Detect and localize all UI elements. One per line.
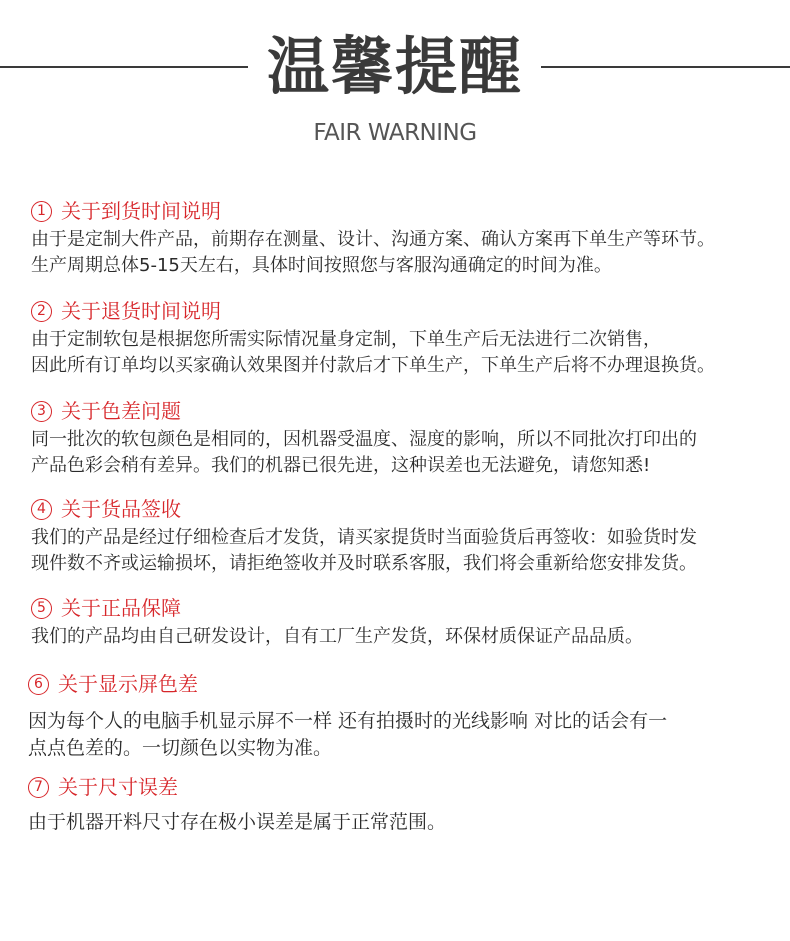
section-line: 由于是定制大件产品，前期存在测量、设计、沟通方案、确认方案再下单生产等环节。 — [31, 229, 715, 250]
section-return-policy — [31, 297, 781, 379]
circled-number-2: 2 — [31, 301, 52, 322]
section-delivery-time — [31, 197, 781, 279]
section-authenticity — [31, 594, 781, 650]
section-title: 关于尺寸误差 — [58, 775, 178, 799]
section-line: 因为每个人的电脑手机显示屏不一样 还有拍摄时的光线影响 对比的话会有一 — [28, 710, 668, 732]
circled-number-5: 5 — [31, 598, 52, 619]
section-line: 我们的产品是经过仔细检查后才发货，请买家提货时当面验货后再签收：如验货时发 — [31, 527, 697, 548]
section-color-difference — [31, 397, 781, 479]
page-title: 温馨提醒 — [266, 30, 523, 103]
section-title: 关于货品签收 — [61, 497, 181, 521]
section-title: 关于显示屏色差 — [58, 672, 198, 696]
section-display-color — [28, 670, 778, 762]
circled-number-3: 3 — [31, 401, 52, 422]
section-line: 由于机器开料尺寸存在极小误差是属于正常范围。 — [28, 811, 447, 833]
section-line: 现件数不齐或运输损坏，请拒绝签收并及时联系客服，我们将会重新给您安排发货。 — [31, 553, 697, 574]
section-line: 点点色差的。一切颜色以实物为准。 — [28, 737, 333, 759]
section-goods-receipt — [31, 495, 781, 577]
section-title: 关于色差问题 — [61, 399, 181, 423]
section-line: 同一批次的软包颜色是相同的，因机器受温度、湿度的影响，所以不同批次打印出的 — [31, 429, 697, 450]
circled-number-7: 7 — [28, 777, 49, 798]
page-subtitle: FAIR WARNING — [313, 120, 477, 146]
section-title: 关于到货时间说明 — [61, 199, 221, 223]
section-size-error — [28, 773, 778, 836]
section-line: 由于定制软包是根据您所需实际情况量身定制，下单生产后无法进行二次销售， — [31, 329, 661, 350]
section-title: 关于正品保障 — [61, 596, 181, 620]
section-line: 产品色彩会稍有差异。我们的机器已很先进，这种误差也无法避免，请您知悉! — [31, 455, 651, 476]
circled-number-1: 1 — [31, 201, 52, 222]
circled-number-4: 4 — [31, 499, 52, 520]
section-line: 因此所有订单均以买家确认效果图并付款后才下单生产，下单生产后将不办理退换货。 — [31, 355, 715, 376]
section-line: 我们的产品均由自己研发设计，自有工厂生产发货，环保材质保证产品品质。 — [31, 626, 643, 647]
section-line: 生产周期总体5-15天左右，具体时间按照您与客服沟通确定的时间为准。 — [31, 255, 612, 276]
divider-right — [541, 66, 790, 68]
section-title: 关于退货时间说明 — [61, 299, 221, 323]
circled-number-6: 6 — [28, 674, 49, 695]
header — [0, 0, 790, 160]
